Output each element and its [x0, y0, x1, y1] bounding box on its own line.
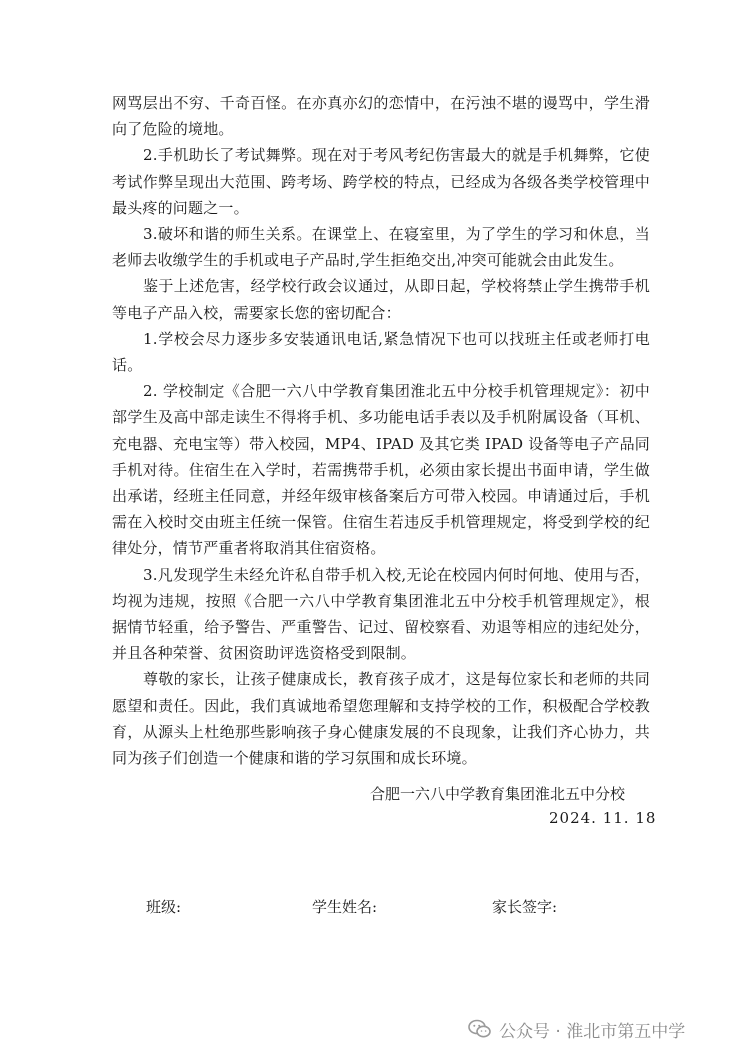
paragraph: 3.破坏和谐的师生关系。在课堂上、在寝室里，为了学生的学习和休息，当老师去收缴学生的手机或电子产品时,学生拒绝交出,冲突可能就会由此发生。	[112, 225, 650, 270]
signature-fields	[0, 896, 750, 918]
signature-organization: 合肥一六八中学教育集团淮北五中分校	[370, 785, 626, 803]
paragraph: 1.学校会尽力逐步多安装通讯电话,紧急情况下也可以找班主任或老师打电话。	[112, 329, 650, 375]
class-field-label: 班级:	[146, 898, 182, 916]
paragraph: 尊敬的家长，让孩子健康成长，教育孩子成才，这是每位家长和老师的共同愿望和责任。因此，我们真诚地希望您理解和支持学校的工作，积极配合学校教育，从源头上杜绝那些影响孩子身心健康发展的不良现象，让我们齐心协力，共同为孩子们创造一个健康和谐的学习氛围和成长环境。	[112, 670, 650, 768]
paragraph: 2.手机助长了考试舞弊。现在对于考风考纪伤害最大的就是手机舞弊，它使考试作弊呈现出大范围、跨考场、跨学校的特点，已经成为各级各类学校管理中最头疼的问题之一。	[112, 146, 650, 217]
paragraph: 网骂层出不穷、千奇百怪。在亦真亦幻的恋情中，在污浊不堪的谩骂中，学生滑向了危险的境地。	[112, 94, 650, 139]
paragraph: 3.凡发现学生未经允许私自带手机入校,无论在校园内何时何地、使用与否，均视为违规，按照《合肥一六八中学教育集团淮北五中分校手机管理规定》，根据情节轻重，给予警告、严重警告、记过、留校察看、劝退等相应的违纪处分，并且各种荣誉、贫困资助评选资格受到限制。	[112, 565, 650, 663]
letter-body	[112, 90, 650, 771]
parent-signature-field-label: 家长签字:	[492, 898, 558, 916]
watermark-text: 公众号 · 淮北市第五中学	[499, 1021, 686, 1042]
watermark	[468, 1016, 685, 1042]
student-name-field-label: 学生姓名:	[312, 898, 378, 916]
signature-date: 2024. 11. 18	[549, 809, 657, 827]
paragraph: 2. 学校制定《合肥一六八中学教育集团淮北五中分校手机管理规定》：初中部学生及高中部走读生不得将手机、多功能电话手表以及手机附属设备（耳机、充电器、充电宝等）带入校园，MP4、IPAD 及其它类 IPAD 设备等电子产品同手机对待。住宿生在入学时，若需携带手机，必须由家长提出书面申请，学生做出承诺，经班主任同意，并经年级审核备案后方可带入校园。申请通过后，手机需在入校时交由班主任统一保管。住宿生若违反手机管理规定，将受到学校的纪律处分，情节严重者将取消其住宿资格。	[112, 382, 650, 558]
wechat-official-account-icon	[468, 1019, 492, 1039]
paragraph: 鉴于上述危害，经学校行政会议通过，从即日起，学校将禁止学生携带手机等电子产品入校，需要家长您的密切配合：	[112, 277, 650, 322]
